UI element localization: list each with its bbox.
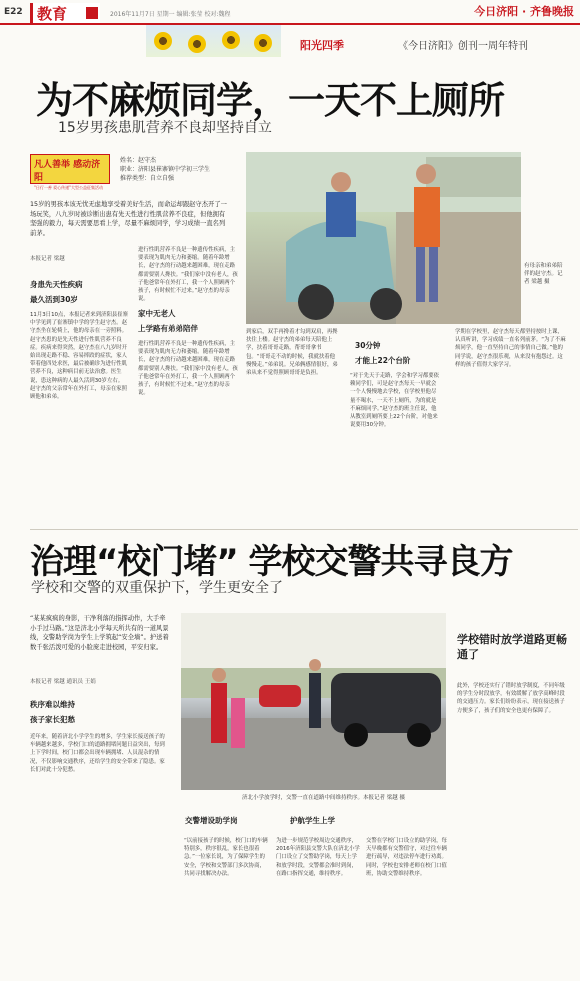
story2-subhead-1a: 秩序难以维持 [30, 700, 75, 709]
traffic-photo-illustration [181, 613, 446, 790]
profile-box [120, 156, 210, 183]
story2-column-2: “以前接孩子的时候，校门口的车辆特别多，秩序很乱，家长也很着急。”一位家长说，为了保障学生的安全，学校和交警部门多次协商，共同寻找解决办法。 [184, 838, 268, 877]
story2-subhead: 学校和交警的双重保护下，学生更安全了 [31, 580, 283, 596]
scooter-photo-illustration [246, 152, 521, 324]
story1-column-2b: 进行性肌营养不良是一种遗传性疾病，主要表现为肌肉无力和萎缩。随着年龄增长，赵守杰的行动越来越困难，现在走路都需要别人搀扶。“我们家中没有老人，孩子他爸常年在外打工，我一个人照顾两个孩子，有时候忙不过来。”赵守杰的母亲说。 [138, 341, 238, 397]
story1-column-1: 11月3日10点，本报记者来到济阳县崔寨中学见到了崔寨镇中学的学生赵守杰。赵守杰坐在轮椅上，他的母亲在一旁照料。赵守杰患的是先天性进行性肌营养不良症。疾病来得突然，赵守杰在八九岁时开始出现走路不稳、容易摔跤的症状，家人带着他四处求医，最后被确诊为进行性肌营养不良，这种病目前无法治愈。医生说，患这种病的人最久活到30岁左右。赵守杰的父亲常年在外打工，母亲在家照顾他和弟弟。 [30, 312, 128, 401]
campaign-tag-sub: "日行一善 爱心传递"大型公益征集活动 [34, 185, 103, 190]
campaign-tag-title: 凡人善举 感动济阳 [34, 160, 101, 183]
story1-subhead-1a: 身患先天性疾病 [30, 280, 83, 289]
story1-column-2a: 进行性肌营养不良是一种遗传性疾病，主要表现为肌肉无力和萎缩。随着年龄增长，赵守杰的行动越来越困难，现在走路都需要别人搀扶。“我们家中没有老人，孩子他爸常年在外打工，我一个人照顾两个孩子，有时候忙不过来。”赵守杰的母亲说。 [138, 247, 238, 303]
story2-headline: 治理“校门堵” 学校交警共寻良方 [30, 542, 513, 582]
story2-photo [181, 613, 446, 790]
sunflower-icon [222, 31, 240, 49]
page-number: E22 [4, 7, 23, 17]
anniversary-title: 阳光四季 [300, 39, 344, 52]
story1-column-4: “对于先天于走路，学会和学习都要依赖同学们，可是赵守杰每天一早就会一个人慢慢地去学校，在学校里他尽量不喝水，一天不上厕所，为的就是不麻烦同学。”赵守杰的班主任说，他从教室到厕所要上22个台阶，对他来说要用30分钟。 [350, 373, 440, 429]
story1-subhead-1b: 最久活到30岁 [30, 295, 78, 304]
profile-job: 职业：济阳县崔寨镇中学初三学生 [120, 166, 211, 173]
story1-subhead-2a: 家中无老人 [138, 309, 176, 318]
section-arrow-icon [86, 7, 98, 19]
story1-subhead-2b: 上学路有弟弟陪伴 [138, 324, 198, 333]
sunflower-icon [188, 35, 206, 53]
story1-column-3: 到家后，双手再搀着才勾到双肩，再搀扶住上楼。赵守杰的弟弟每天陪他上学，扶着哥哥走路，帮哥哥拿书包。“哥哥走不动的时候，我就扶着他慢慢走。”弟弟说。兄弟俩感情很好，弟弟从来不觉得照顾哥哥是负担。 [246, 329, 338, 377]
page-header [0, 0, 580, 22]
section-title: 教育 [37, 5, 68, 23]
story1-lede: 15岁的男孩本该无忧无虑地享受着美好生活，而命运却跟赵守杰开了一场玩笑，八九岁时被诊断出患有先天性进行性肌营养不良症，但他拥有坚强的毅力，每天需要思看上学，尽量不麻烦同学，学习成绩一直名列前茅。 [30, 201, 227, 237]
header-rule [0, 23, 580, 25]
sunflower-banner [146, 25, 281, 57]
story1-headline: 为不麻烦同学，一天不上厕所 [36, 79, 504, 122]
campaign-tag [30, 154, 110, 190]
story1-photo-caption: 有母亲和弟弟陪伴的赵守杰。记者 梁越 摄 [524, 263, 563, 285]
section-label [30, 3, 100, 23]
anniversary-subtitle: 《今日济阳》创刊一周年特刊 [398, 41, 528, 52]
sunflower-icon [254, 34, 272, 52]
story2-photo-caption: 济北小学放学时，交警一直在道路中间维持秩序。本报记者 梁越 摄 [242, 795, 405, 801]
sunflower-icon [154, 32, 172, 50]
story2-subhead-3: 护航学生上学 [290, 816, 335, 825]
masthead: 今日济阳 · 齐鲁晚报 [474, 5, 574, 18]
story2-subhead-1b: 孩子家长犯愁 [30, 715, 75, 724]
dateline: 2016年11月7日 星期一 编辑:张莹 校对:魏程 [110, 11, 231, 18]
story2-right-headline: 学校错时放学道路更畅通了 [457, 633, 567, 661]
profile-type: 推荐类型：自立自强 [120, 175, 175, 182]
profile-name: 姓名：赵守杰 [120, 157, 157, 164]
story2-subhead-2: 交警增设助学岗 [185, 816, 238, 825]
story1-subhead-3a: 30分钟 [355, 341, 381, 350]
story2-column-1: 近年来，随着济北小学学生的增多，学生家长接送孩子的车辆越来越多，学校门口的道路拥堵问题日益突出，每到上下学时间，校门口都会出现车辆拥堵、人员混杂的情况，不仅影响交通秩序，还给学生的安全带来了隐患。家长们对此十分犯愁。 [30, 734, 165, 773]
story1-byline: 本报记者 梁越 [30, 256, 65, 262]
story2-lede: “某某疯疯的身影，干净利落的指挥动作，大手牵小手过马路。”这是济北小学每天所共有的一道风景线，交警助学岗为学生上学筑起“安全墙”。护送着数千张活泼可爱的小脸庞走进校园，平安归家。 [30, 615, 169, 651]
story2-column-3: 为进一步规范学校周边交通秩序，2016年济阳县交警大队在济北小学门口设立了交警助学岗，每天上学和放学时段，交警都会准时到岗，在路口指挥交通，维持秩序。 [276, 838, 360, 877]
story2-column-5: 此外，学校还实行了错时放学制度，不同年级的学生分时段放学，有效缓解了放学高峰时段的交通压力。家长们纷纷表示，现在接送孩子方便多了，孩子们的安全也更有保障了。 [457, 683, 565, 714]
story2-byline: 本报记者 梁越 通讯员 王娟 [30, 679, 96, 685]
story1-photo [246, 152, 521, 324]
story1-subhead-3b: 才能上22个台阶 [355, 356, 411, 365]
story1-subhead: 15岁男孩患肌营养不良却坚持自立 [58, 120, 272, 136]
story2-column-4: 交警在学校门口设立的助学岗，每天早晚都有交警值守，对过往车辆进行疏导，对违法停车进行劝离。同时，学校也安排老师在校门口值班，协助交警维持秩序。 [366, 838, 447, 877]
story-divider [30, 529, 578, 530]
story1-column-5: 学期在学校里，赵守杰每天都坚持按时上课，认真听讲，学习成绩一直名列前茅。“为了不麻烦同学，他一直坚持自己的事情自己做。”他的同学说，赵守杰很乐观，从来没有抱怨过。这样的孩子值得大家学习。 [455, 329, 566, 368]
